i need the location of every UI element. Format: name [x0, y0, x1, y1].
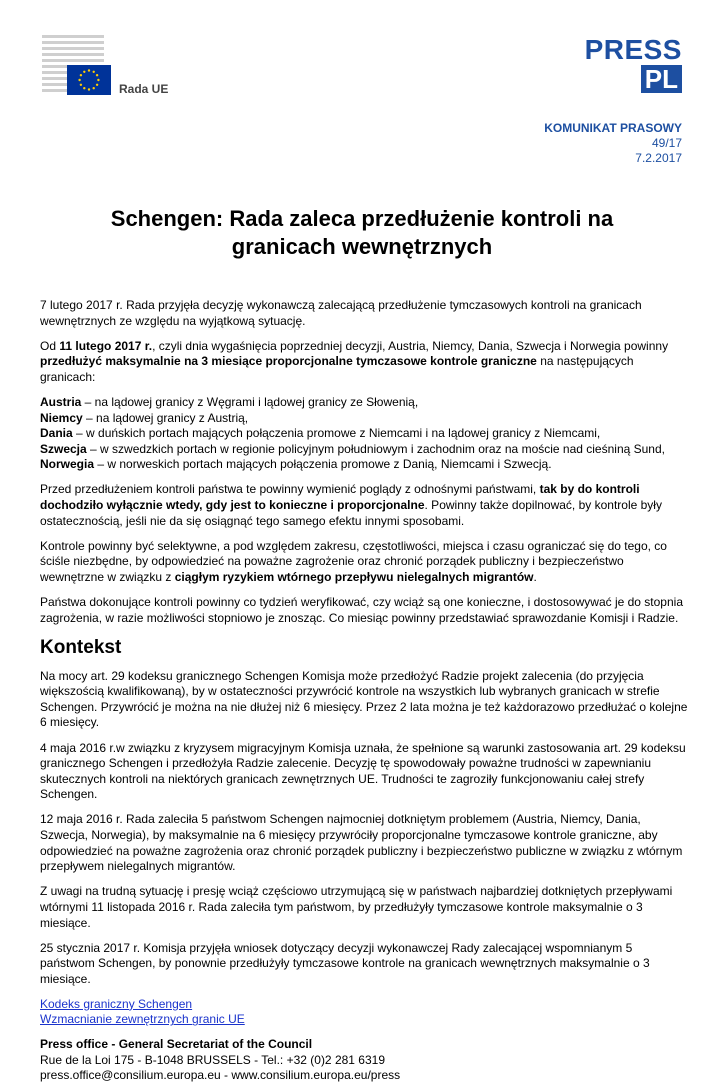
press-word: PRESS	[584, 34, 682, 65]
intro-paragraph: 7 lutego 2017 r. Rada przyjęła decyzję wykonawczą zalecającą przedłużenie tymczasowych kontroli na granicach wewnętrznych ze względu na wyjątkową sytuację.	[40, 298, 642, 328]
footer-contact: press.office@consilium.europa.eu - www.consilium.europa.eu/press	[40, 1068, 401, 1083]
logo-text: Rada UE	[119, 82, 169, 96]
release-number: 49/17	[651, 136, 682, 150]
country-name: Niemcy	[40, 410, 83, 425]
page-title	[40, 205, 684, 261]
release-label: KOMUNIKAT PRASOWY	[544, 121, 682, 135]
press-language-badge: PL	[641, 65, 682, 93]
press-release-info	[544, 121, 682, 166]
country-text: – na lądowej granicy z Węgrami i lądowej granicy ze Słowenią,	[81, 394, 419, 409]
country-item	[40, 457, 688, 473]
selective-text-a: Kontrole powinny być selektywne, a pod względem zakresu, częstotliwości, miejsca i czasu ograniczać się do tego, co ściśle niezbędne, by odpowiedzieć na poważne zagrożenie oraz chronić porządek publiczny i bezpieczeństwo wewnętrzne w związku z	[40, 538, 667, 584]
council-logo	[40, 33, 170, 97]
decision-date: 11 lutego 2017 r.	[59, 338, 153, 353]
decision-text-e: na następujących granicach:	[40, 354, 634, 384]
context-paragraph: 4 maja 2016 r.w związku z kryzysem migracyjnym Komisja uznała, że spełnione są warunki zastosowania art. 29 kodeksu granicznego Schengen i przedłożyła Radzie zalecenie. Decyzję tę spowodowały poważne trudności w zapewnianiu skutecznych kontroli na niektórych granicach zewnętrznych UE. Trudności te zagroziły funkcjonowaniu całej strefy Schengen.	[40, 740, 686, 802]
title-line-2: granicach wewnętrznych	[231, 234, 493, 259]
country-text: – w norweskich portach mających połączenia promowe z Danią, Niemcami i Szwecją.	[94, 457, 552, 472]
selective-text-c: .	[533, 569, 537, 584]
consultation-text-c: . Powinny także dopilnować, by kontrole były ostatecznością, jeśli nie da się osiągnąć tego samego efektu innymi sposobami.	[40, 498, 662, 528]
consultation-text-a: Przed przedłużeniem kontroli państwa te powinny wymienić poglądy z odnośnymi państwami,	[40, 482, 540, 497]
link-external-borders[interactable]: Wzmacnianie zewnętrznych granic UE	[40, 1012, 245, 1027]
country-name: Austria	[40, 394, 82, 409]
decision-paragraph	[40, 339, 688, 386]
press-office-footer	[40, 1037, 688, 1084]
press-logo	[562, 36, 682, 93]
footer-title: Press office - General Secretariat of the Council	[40, 1037, 313, 1052]
country-item	[40, 411, 688, 427]
related-links	[40, 997, 688, 1028]
decision-text-a: Od	[40, 338, 60, 353]
country-item	[40, 442, 688, 458]
decision-highlight: przedłużyć maksymalnie na 3 miesiące proporcjonalne tymczasowe kontrole graniczne	[40, 354, 537, 369]
context-paragraph: 25 stycznia 2017 r. Komisja przyjęła wniosek dotyczący decyzji wykonawczej Rady zalecającej wspomnianym 5 państwom Schengen, by ponownie przedłużyły tymczasowe kontrole na granicach wewnętrznych maksymalnie o 3 miesiące.	[40, 940, 650, 986]
selective-controls-paragraph	[40, 539, 688, 586]
country-item	[40, 426, 688, 442]
country-name: Szwecja	[40, 441, 87, 456]
selective-highlight: ciągłym ryzykiem wtórnego przepływu nielegalnych migrantów	[174, 569, 534, 584]
country-name: Norwegia	[40, 457, 95, 472]
country-item	[40, 395, 688, 411]
context-paragraph: 12 maja 2016 r. Rada zaleciła 5 państwom Schengen najmocniej dotkniętym problemem (Austria, Niemcy, Dania, Szwecja, Norwegia), by maksymalnie na 6 miesięcy przywróciły proporcjonalne tymczasowe kontrole graniczne, aby odpowiedzieć na poważne zagrożenia oraz chronić porządek publiczny i bezpieczeństwo publiczne w związku z wtórnym przepływem nielegalnych migrantów.	[40, 812, 683, 874]
country-list	[40, 395, 688, 473]
decision-text-c: , czyli dnia wygaśnięcia poprzedniej decyzji, Austria, Niemcy, Dania, Szwecja i Norwegia powinny	[152, 338, 669, 353]
title-line-1: Schengen: Rada zaleca przedłużenie kontroli na	[110, 206, 614, 231]
link-schengen-borders-code[interactable]: Kodeks graniczny Schengen	[40, 996, 193, 1011]
country-text: – na lądowej granicy z Austrią,	[82, 410, 249, 425]
weekly-review-paragraph: Państwa dokonujące kontroli powinny co tydzień weryfikować, czy wciąż są one konieczne, i dostosowywać je do stopnia zagrożenia, w razie możliwości stopniowo je znosząc. Co miesiąc powinny przedstawiać sprawozdanie Komisji i Radzie.	[40, 595, 683, 625]
context-paragraph: Na mocy art. 29 kodeksu granicznego Schengen Komisja może przedłożyć Radzie projekt zalecenia (do przyjęcia większością kwalifikowaną), by w ostateczności przywrócić kontrole na wszystkich lub wybranych granicach w strefie Schengen. Przywrócić je można na nie dłużej niż 6 miesięcy. Przez 2 lata można je też każdorazowo przedłużać o kolejne 6 miesięcy.	[40, 668, 688, 730]
country-text: – w szwedzkich portach w regionie policyjnym południowym i zachodnim oraz na moście nad cieśniną Sund,	[86, 441, 665, 456]
country-text: – w duńskich portach mających połączenia promowe z Niemcami i na lądowej granicy z Niemcami,	[72, 426, 601, 441]
footer-address: Rue de la Loi 175 - B-1048 BRUSSELS - Tel.: +32 (0)2 281 6319	[40, 1052, 385, 1067]
consultation-paragraph	[40, 482, 688, 529]
consultation-highlight: tak by do kontroli dochodziło wyłącznie wtedy, gdy jest to konieczne i proporcjonalne	[40, 482, 640, 513]
eu-flag-icon	[67, 65, 111, 95]
context-heading: Kontekst	[40, 636, 122, 658]
country-name: Dania	[40, 426, 73, 441]
article-body	[40, 298, 688, 1084]
release-date: 7.2.2017	[635, 151, 682, 165]
context-paragraph: Z uwagi na trudną sytuację i presję wciąż częściowo utrzymującą się w państwach najbardziej dotkniętych przepływami wtórnymi 11 listopada 2016 r. Rada zaleciła tym państwom, by przedłużyły tymczasowe kontrole maksymalnie o 3 miesiące.	[40, 884, 673, 930]
